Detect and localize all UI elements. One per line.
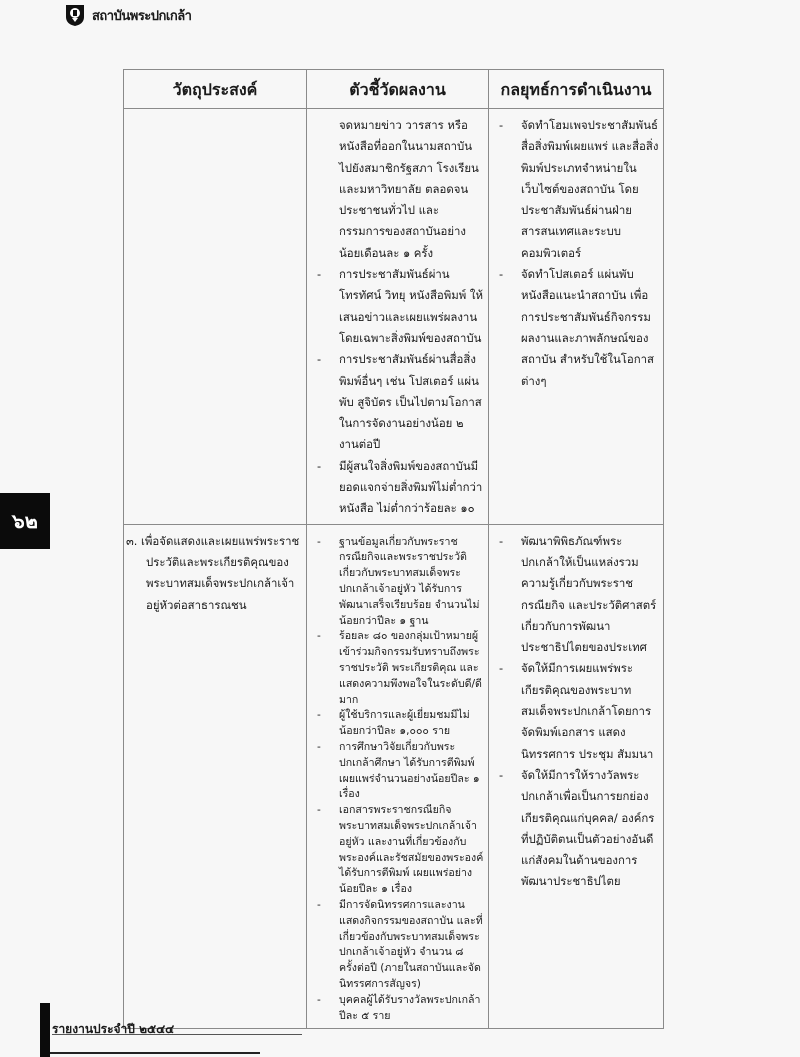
header-objective: วัตถุประสงค์ xyxy=(124,70,307,109)
indicators-cell xyxy=(307,524,489,1029)
header-strategies: กลยุทธ์การดำเนินงาน xyxy=(489,70,664,109)
indicator-item: - ฐานข้อมูลเกี่ยวกับพระราชกรณียกิจและพระราชประวัติเกี่ยวกับพระบาทสมเด็จพระปกเกล้าเจ้าอยู่หัว ได้รับการพัฒนาเสร็จเรียบร้อย จำนวนไม่น้อยกว่าปีละ ๑ ฐาน xyxy=(315,535,484,630)
strategies-cell xyxy=(489,109,664,525)
indicator-item: จดหมายข่าว วารสาร หรือหนังสือที่ออกในนามสถาบันไปยังสมาชิกรัฐสภา โรงเรียน และมหาวิทยาลัย ตลอดจนประชาชนทั่วไป และกรรมการของสถาบันอย่างน้อยเดือนละ ๑ ครั้ง xyxy=(339,118,479,260)
strategy-item: - จัดทำโปสเตอร์ แผ่นพับ หนังสือแนะนำสถาบัน เพื่อการประชาสัมพันธ์กิจกรรมผลงานและภาพลักษณ์ของสถาบัน สำหรับใช้ในโอกาสต่างๆ xyxy=(497,264,659,392)
footer-bar xyxy=(40,1003,50,1057)
strategy-item: - จัดให้มีการให้รางวัลพระปกเกล้าเพื่อเป็นการยกย่องเกียรติคุณแก่บุคคล/ องค์กรที่ปฏิบัติตนเป็นตัวอย่างอันดีแก่สังคมในด้านของการพัฒนาประชาธิปไตย xyxy=(497,765,659,893)
indicator-list xyxy=(315,535,484,1025)
strategies-cell xyxy=(489,524,664,1029)
indicator-item: - มีผู้สนใจสิ่งพิมพ์ของสถาบันมียอดแจกจ่ายสิ่งพิมพ์ไม่ต่ำกว่าหนังสือ ไม่ต่ำกว่าร้อยละ ๑๐ xyxy=(315,456,484,520)
page-number-tab: ๖๒ xyxy=(0,493,50,549)
header-indicators: ตัวชี้วัดผลงาน xyxy=(307,70,489,109)
table-header-row xyxy=(124,70,664,109)
indicator-item: - การประชาสัมพันธ์ผ่านโทรทัศน์ วิทยุ หนังสือพิมพ์ ให้เสนอข่าวและเผยแพร่ผลงานโดยเฉพาะสิ่งพิมพ์ของสถาบัน xyxy=(315,264,484,349)
strategy-item: - จัดทำโฮมเพจประชาสัมพันธ์สื่อสิ่งพิมพ์เผยแพร่ และสื่อสิ่งพิมพ์ประเภทจำหน่ายในเว็บไซต์ของสถาบัน โดยประชาสัมพันธ์ผ่านฝ่ายสารสนเทศและระบบคอมพิวเตอร์ xyxy=(497,115,659,264)
indicator-item: - บุคคลผู้ได้รับรางวัลพระปกเกล้าปีละ ๕ ราย xyxy=(315,993,484,1025)
objectives-table xyxy=(123,69,664,1029)
indicator-item: - ผู้ใช้บริการและผู้เยี่ยมชมมีไม่น้อยกว่าปีละ ๑,๐๐๐ ราย xyxy=(315,708,484,740)
objective-text: ๓. เพื่อจัดแสดงและเผยแพร่พระราชประวัติและพระเกียรติคุณของพระบาทสมเด็จพระปกเกล้าเจ้าอยู่หัวต่อสาธารณชน xyxy=(126,533,300,612)
footer-divider xyxy=(52,1034,302,1035)
indicator-item: - มีการจัดนิทรรศการและงานแสดงกิจกรรมของสถาบัน และที่เกี่ยวข้องกับพระบาทสมเด็จพระปกเกล้าเจ้าอยู่หัว จำนวน ๘ ครั้งต่อปี (ภายในสถาบันและจัดนิทรรศการสัญจร) xyxy=(315,898,484,993)
table-row xyxy=(124,109,664,525)
indicator-item: - เอกสารพระราชกรณียกิจพระบาทสมเด็จพระปกเกล้าเจ้าอยู่หัว และงานที่เกี่ยวข้องกับพระองค์และรัชสมัยของพระองค์ ได้รับการตีพิมพ์ เผยแพร่อย่างน้อยปีละ ๑ เรื่อง xyxy=(315,803,484,898)
objective-cell xyxy=(124,109,307,525)
strategy-list xyxy=(497,115,659,392)
objective-text xyxy=(124,109,306,119)
objective-cell xyxy=(124,524,307,1029)
footer-title: รายงานประจำปี ๒๕๔๔ xyxy=(52,1022,175,1036)
indicator-item: - ร้อยละ ๘๐ ของกลุ่มเป้าหมายผู้เข้าร่วมกิจกรรมรับทราบถึงพระราชประวัติ พระเกียรติคุณ และแสดงความพึงพอใจในระดับดี/ดีมาก xyxy=(315,629,484,708)
indicator-item: - การศึกษาวิจัยเกี่ยวกับพระปกเกล้าศึกษา ได้รับการตีพิมพ์เผยแพร่จำนวนอย่างน้อยปีละ ๑ เรื่อง xyxy=(315,740,484,803)
institution-name: สถาบันพระปกเกล้า xyxy=(92,8,192,24)
institution-crest-icon xyxy=(64,3,86,27)
strategy-list xyxy=(497,531,659,893)
page-header xyxy=(64,2,191,28)
indicator-list xyxy=(315,115,484,520)
table-row xyxy=(124,524,664,1029)
strategy-item: - จัดให้มีการเผยแพร่พระเกียรติคุณของพระบาทสมเด็จพระปกเกล้าโดยการจัดพิมพ์เอกสาร แสดงนิทรรศการ ประชุม สัมมนา xyxy=(497,658,659,764)
footer-rule xyxy=(50,1052,260,1054)
strategy-item: - พัฒนาพิพิธภัณฑ์พระปกเกล้าให้เป็นแหล่งรวมความรู้เกี่ยวกับพระราชกรณียกิจ และประวัติศาสตร์เกี่ยวกับการพัฒนาประชาธิปไตยของประเทศ xyxy=(497,531,659,659)
indicator-item: - การประชาสัมพันธ์ผ่านสื่อสิ่งพิมพ์อื่นๆ เช่น โปสเตอร์ แผ่นพับ สูจิบัตร เป็นไปตามโอกาสในการจัดงานอย่างน้อย ๒ งานต่อปี xyxy=(315,349,484,455)
indicators-cell xyxy=(307,109,489,525)
